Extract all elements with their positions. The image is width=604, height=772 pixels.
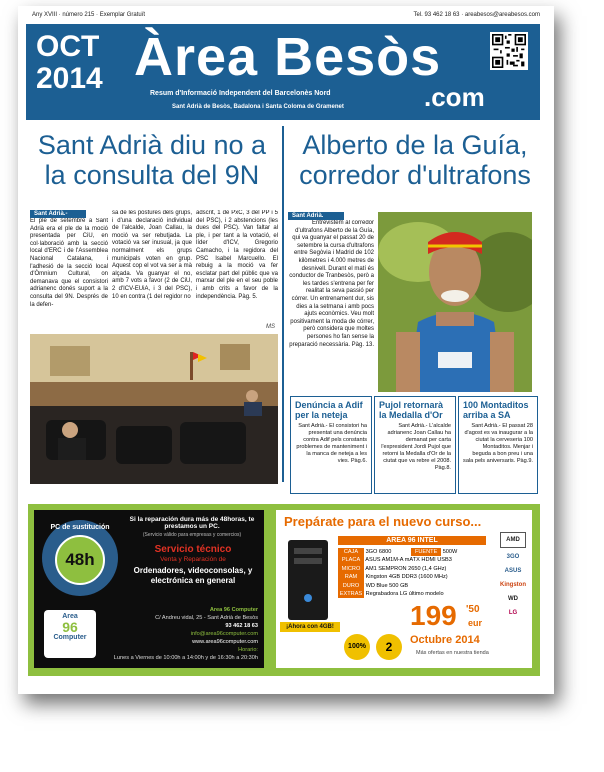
brief-pujol-title: Pujol retornarà la Medalla d'Or — [379, 400, 444, 420]
spec-label: MICRO — [338, 565, 364, 573]
spec-table — [338, 548, 486, 598]
area96-logo — [44, 610, 96, 658]
service-sub: Venta y Reparación de — [160, 556, 226, 563]
ad-service-panel[interactable] — [34, 510, 264, 668]
brief-pujol-text: Sant Adrià.- L'alcalde adrianenc Joan Callau ha demanat per carta l'expresident Jordi Pujol que retorni la Medalla d'Or de la ciutat que va rebre el 2008. Pàg.8. — [381, 423, 451, 471]
spec-label: RAM — [338, 573, 364, 581]
issue-year: 2014 — [36, 62, 103, 95]
brief-montaditos[interactable] — [458, 396, 538, 494]
brand-logos — [500, 532, 526, 620]
article2-tag: Sant Adrià. — [288, 212, 344, 220]
article2-headline-line1: Alberto de la Guía, — [302, 130, 528, 160]
brand-logo: ASUS — [504, 568, 522, 574]
ad-headline: Prepárate para el nuevo curso... — [284, 514, 482, 529]
service-title: Servicio técnico — [154, 544, 232, 555]
spec-row — [338, 548, 486, 556]
spec-row — [338, 565, 486, 573]
contact-info: Tel. 93 462 18 63 · areabesos@areabesos.com — [413, 12, 540, 18]
issue-info: Any XVIII · número 215 · Exemplar Gratuït — [32, 12, 146, 18]
article1-tag: Sant Adrià.- — [30, 210, 86, 218]
spec-row — [338, 556, 486, 564]
offer-month-sub: Más ofertas en nuestra tienda — [416, 650, 489, 656]
issue-month: OCT — [36, 30, 100, 63]
price-cents: '50 — [466, 604, 480, 615]
brand-logo: LG — [508, 610, 518, 616]
address: C/ Andreu vidal, 25 - Sant Adrià de Besòs — [155, 615, 258, 621]
brand-logo: WD — [508, 596, 518, 602]
48h-label: 48h — [65, 550, 95, 569]
article2-headline[interactable] — [286, 130, 544, 190]
ahora-4gb-ribbon: ¡Ahora con 4GB! — [280, 622, 340, 632]
website[interactable]: www.area96computer.com — [192, 639, 258, 645]
spec-label: CAJA — [338, 548, 364, 556]
column-divider — [282, 126, 284, 482]
pc-substitution-label: PC de sustitución — [50, 524, 110, 531]
spec-value: AM1 SEMPRON 2650 (1,4 GHz) — [365, 565, 447, 572]
spec-row — [338, 582, 486, 590]
brief-montaditos-title: 100 Montaditos arriba a SA — [463, 400, 529, 420]
brand-name: Area 96 Computer — [209, 607, 258, 613]
email[interactable]: info@area96computer.com — [190, 631, 258, 637]
services-list: Ordenadores, videoconsolas, y electrónica en general — [133, 566, 253, 585]
spec-value: ASUS AM1M-A mATX HDMI USB3 — [365, 557, 452, 564]
spec-value: WD Blue 500 GB — [365, 582, 409, 589]
ad-intro: Si la reparación dura más de 48horas, te prestamos un PC. — [129, 516, 255, 530]
spec-label: DURO — [338, 582, 364, 590]
brief-adif-text: Sant Adrià.- El consistori ha presentat una denúncia contra Adif pels constants problemes de manteniment i la manca de neteja a les vies. Pàg.6. — [296, 423, 367, 464]
brief-adif[interactable] — [290, 396, 372, 494]
ad-intro-small: (Servicio válido para empresas y comercios) — [142, 532, 242, 538]
spec-label: FUENTE — [411, 548, 441, 556]
council-meeting-photo — [30, 334, 278, 484]
article2-text: Entrevistem al corredor d'ultrafons Alberto de la Guía, qui va guanyar el passat 20 de setembre la cursa d'ultrafons entre Segòvia i Madrid de 102 kilòmetres i 4.000 metres de desnivell. Durant el matí és conductor de Tranbesòs, però a les tardes s'entrena per fer realitat la seva passió per córrer. Un entrenament dur, sis dies a la setmana i amb pocs ajuts econòmics. Veu molt positivament la moda de córrer, però considera que moltes persones ho fan sense la preparació necessària. Pàg. 13. — [289, 220, 374, 348]
logo-mid-text: 96 — [62, 619, 78, 635]
qr-code-icon[interactable] — [490, 32, 528, 70]
article1-col2: sa de les postures dels grups, i d'una declaració individual de l'alcalde, Joan Callau, la moció va ser rebutjada. La votació va ser inusual, ja que normalment els grups municipals voten en grup. Aquest cop el vot va ser a mà alçada. Va guanyar el no, amb 7 vots a favor (2 de CiU, 2 d'ICV-EUiA, i 3 del PSC), 10 en contra (1 del regidor no — [112, 210, 192, 300]
spec-label: PLACA — [338, 556, 364, 564]
newspaper-subtitle: Resum d'Informació Independent del Barcelonès Nord — [150, 90, 331, 97]
masthead — [26, 24, 540, 120]
brief-montaditos-text: Sant Adrià.- El passat 28 d'agost es va inaugurar a la ciutat la cerveseria 100 Montaditos. Menjar i beguda a bon preu i una sala pels aniversaris. Pàg.9. — [463, 423, 533, 464]
logo-top-text: Area — [62, 613, 78, 620]
coverage-area: Sant Adrià de Besòs, Badalona i Santa Coloma de Gramenet — [172, 104, 344, 110]
logo-bot-text: Computer — [53, 634, 87, 641]
advertisement-banner[interactable] — [28, 504, 540, 676]
spec-row — [338, 590, 486, 598]
newspaper-domain: .com — [424, 82, 485, 112]
badge-100: 100% — [344, 634, 370, 660]
offer-month: Octubre 2014 — [410, 634, 480, 646]
brief-pujol[interactable] — [374, 396, 456, 494]
phone[interactable]: 93 462 18 63 — [225, 623, 258, 629]
runner-photo — [378, 212, 532, 392]
spec-value: Kingston 4GB DDR3 (1600 MHz) — [365, 574, 448, 581]
newspaper-title: Àrea Besòs — [134, 27, 442, 87]
spec-value: Regrabadora LG último modelo — [365, 591, 444, 598]
brief-adif-title: Denúncia a Adif per la neteja — [295, 400, 363, 420]
brand-logo: Kingston — [500, 582, 526, 588]
pc-tower-icon — [284, 538, 332, 622]
contact-block — [104, 606, 258, 662]
price: 199 — [410, 600, 457, 631]
article1-headline[interactable] — [26, 130, 278, 190]
header-line — [32, 12, 540, 22]
article1-headline-line1: Sant Adrià diu no a — [37, 130, 267, 160]
spec-title: AREA 96 INTEL — [338, 536, 486, 545]
author-signature: MS — [266, 324, 275, 330]
spec-value: 3GO 6800 — [365, 549, 392, 555]
brand-logo: 3GO — [506, 554, 520, 560]
hours-label: Horario: — [238, 647, 258, 653]
opening-hours: Lunes a Viernes de 10:00h a 14:00h y de 16:30h a 20:30h — [113, 655, 258, 661]
badge-2: 2 — [376, 634, 402, 660]
article2-headline-line2: corredor d'ultrafons — [299, 160, 531, 190]
brand-logo: AMD — [500, 532, 526, 548]
spec-label: EXTRAS — [339, 591, 363, 598]
spec-value: 500W — [442, 549, 458, 555]
article1-col3: adscrit, 1 de PxC, 3 del PP i 5 del PSC), i 2 abstencions (les dues del PSC). Van faltar al ple, i per tant a la votació, el líder d'ICV, Gregorio Camacho, i la regidora del PSC Isabel Marcuello. El rebuig a la moció va fer esclatar part del públic que va marxar del ple en el seu poble i amb crits a favor de la independència. Pàg. 5. — [196, 210, 278, 300]
article1-col1: El ple de setembre a Sant Adrià era el ple de la moció presentada per CiU, en col·laboració amb la secció local d'ERC i de l'Assemblea Nacional Catalana, i l'adhesió de la secció local d'Òmnium Cultural, on demanava que el consistori adrianenc donés suport a la consulta del 9N. Després de la defen- — [30, 218, 108, 308]
article1-headline-line2: la consulta del 9N — [44, 160, 260, 190]
spec-row — [338, 573, 486, 581]
price-currency: eur — [468, 618, 483, 628]
ad-product-panel[interactable] — [276, 510, 532, 668]
newspaper-page — [18, 6, 554, 694]
